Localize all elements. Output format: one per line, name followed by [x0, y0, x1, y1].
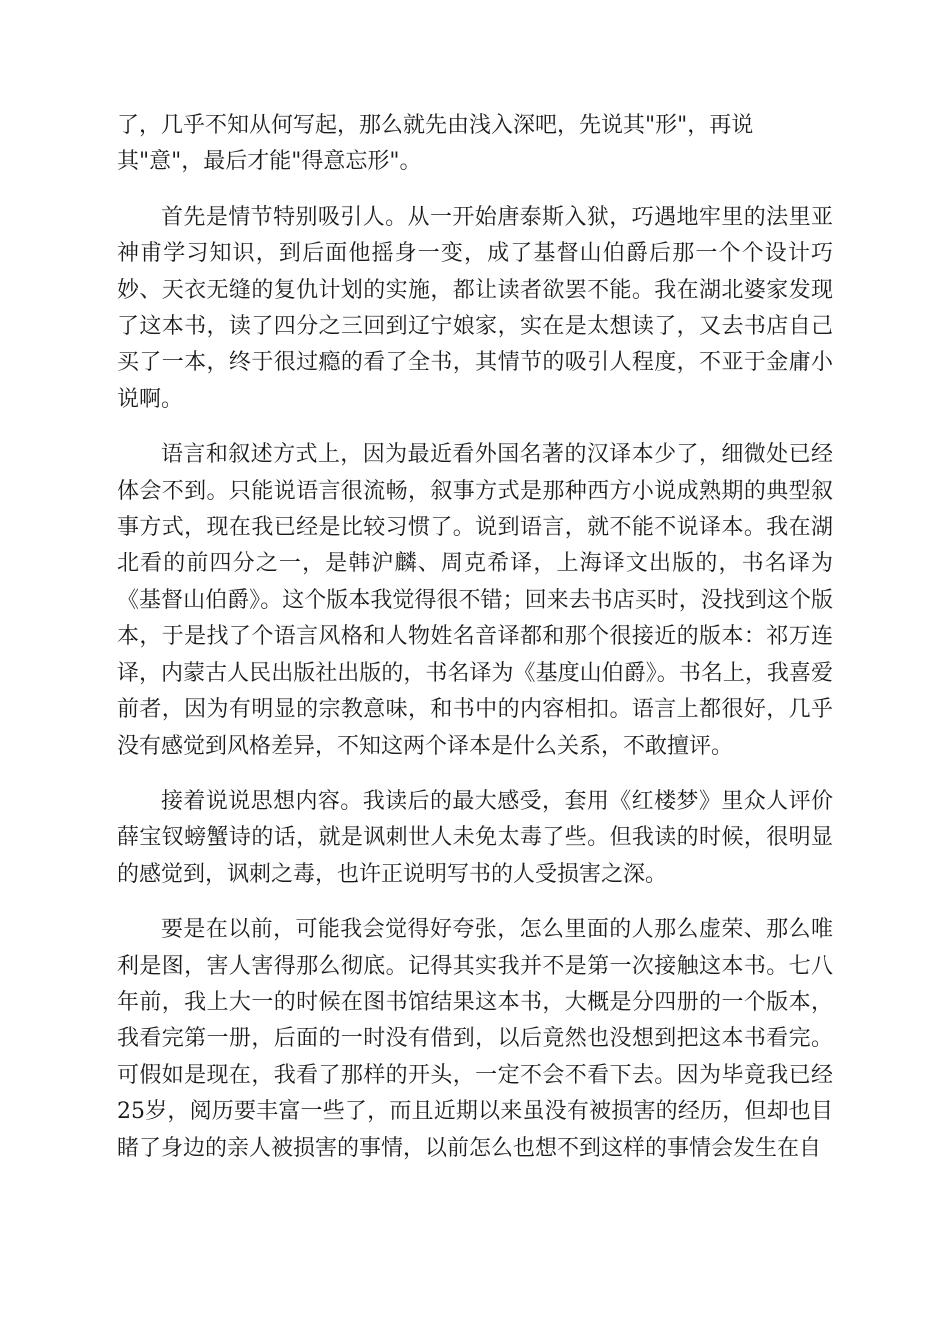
paragraph-4: 接着说说思想内容。我读后的最大感受，套用《红楼梦》里众人评价薛宝钗螃蟹诗的话，就是讽刺世人未免太毒了些。但我读的时候，很明显的感觉到，讽刺之毒，也许正说明写书的人受损害之深。 [117, 788, 833, 887]
paragraph-1 [117, 108, 833, 181]
document-body [117, 108, 833, 1167]
paragraph-2: 首先是情节特别吸引人。从一开始唐泰斯入狱，巧遇地牢里的法里亚神甫学习知识，到后面他摇身一变，成了基督山伯爵后那一个个设计巧妙、天衣无缝的复仇计划的实施，都让读者欲罢不能。我在湖北婆家发现了这本书，读了四分之三回到辽宁娘家，实在是太想读了，又去书店自己买了一本，终于很过瘾的看了全书，其情节的吸引人程度，不亚于金庸小说啊。 [117, 204, 833, 412]
paragraph-1-line-1: 了，几乎不知从何写起，那么就先由浅入深吧，先说其"形"，再说 [117, 113, 754, 138]
paragraph-5: 要是在以前，可能我会觉得好夸张，怎么里面的人那么虚荣、那么唯利是图，害人害得那么彻底。记得其实我并不是第一次接触这本书。七八年前，我上大一的时候在图书馆结果这本书，大概是分四册的一个版本，我看完第一册，后面的一时没有借到，以后竟然也没想到把这本书看完。可假如是现在，我看了那样的开头，一定不会不看下去。因为毕竟我已经25岁，阅历要丰富一些了，而且近期以来虽没有被损害的经历，但却也目睹了身边的亲人被损害的事情，以前怎么也想不到这样的事情会发生在自 [117, 917, 833, 1161]
paragraph-1-line-2: 其"意"，最后才能"得意忘形"。 [117, 149, 422, 175]
paragraph-3: 语言和叙述方式上，因为最近看外国名著的汉译本少了，细微处已经体会不到。只能说语言很流畅，叙事方式是那种西方小说成熟期的典型叙事方式，现在我已经是比较习惯了。说到语言，就不能不说译本。我在湖北看的前四分之一，是韩沪麟、周克希译，上海译文出版的，书名译为《基督山伯爵》。这个版本我觉得很不错；回来去书店买时，没找到这个版本，于是找了个语言风格和人物姓名音译都和那个很接近的版本：祁万连译，内蒙古人民出版社出版的，书名译为《基度山伯爵》。书名上，我喜爱前者，因为有明显的宗教意味，和书中的内容相扣。语言上都很好，几乎没有感觉到风格差异，不知这两个译本是什么关系，不敢擅评。 [117, 442, 833, 759]
